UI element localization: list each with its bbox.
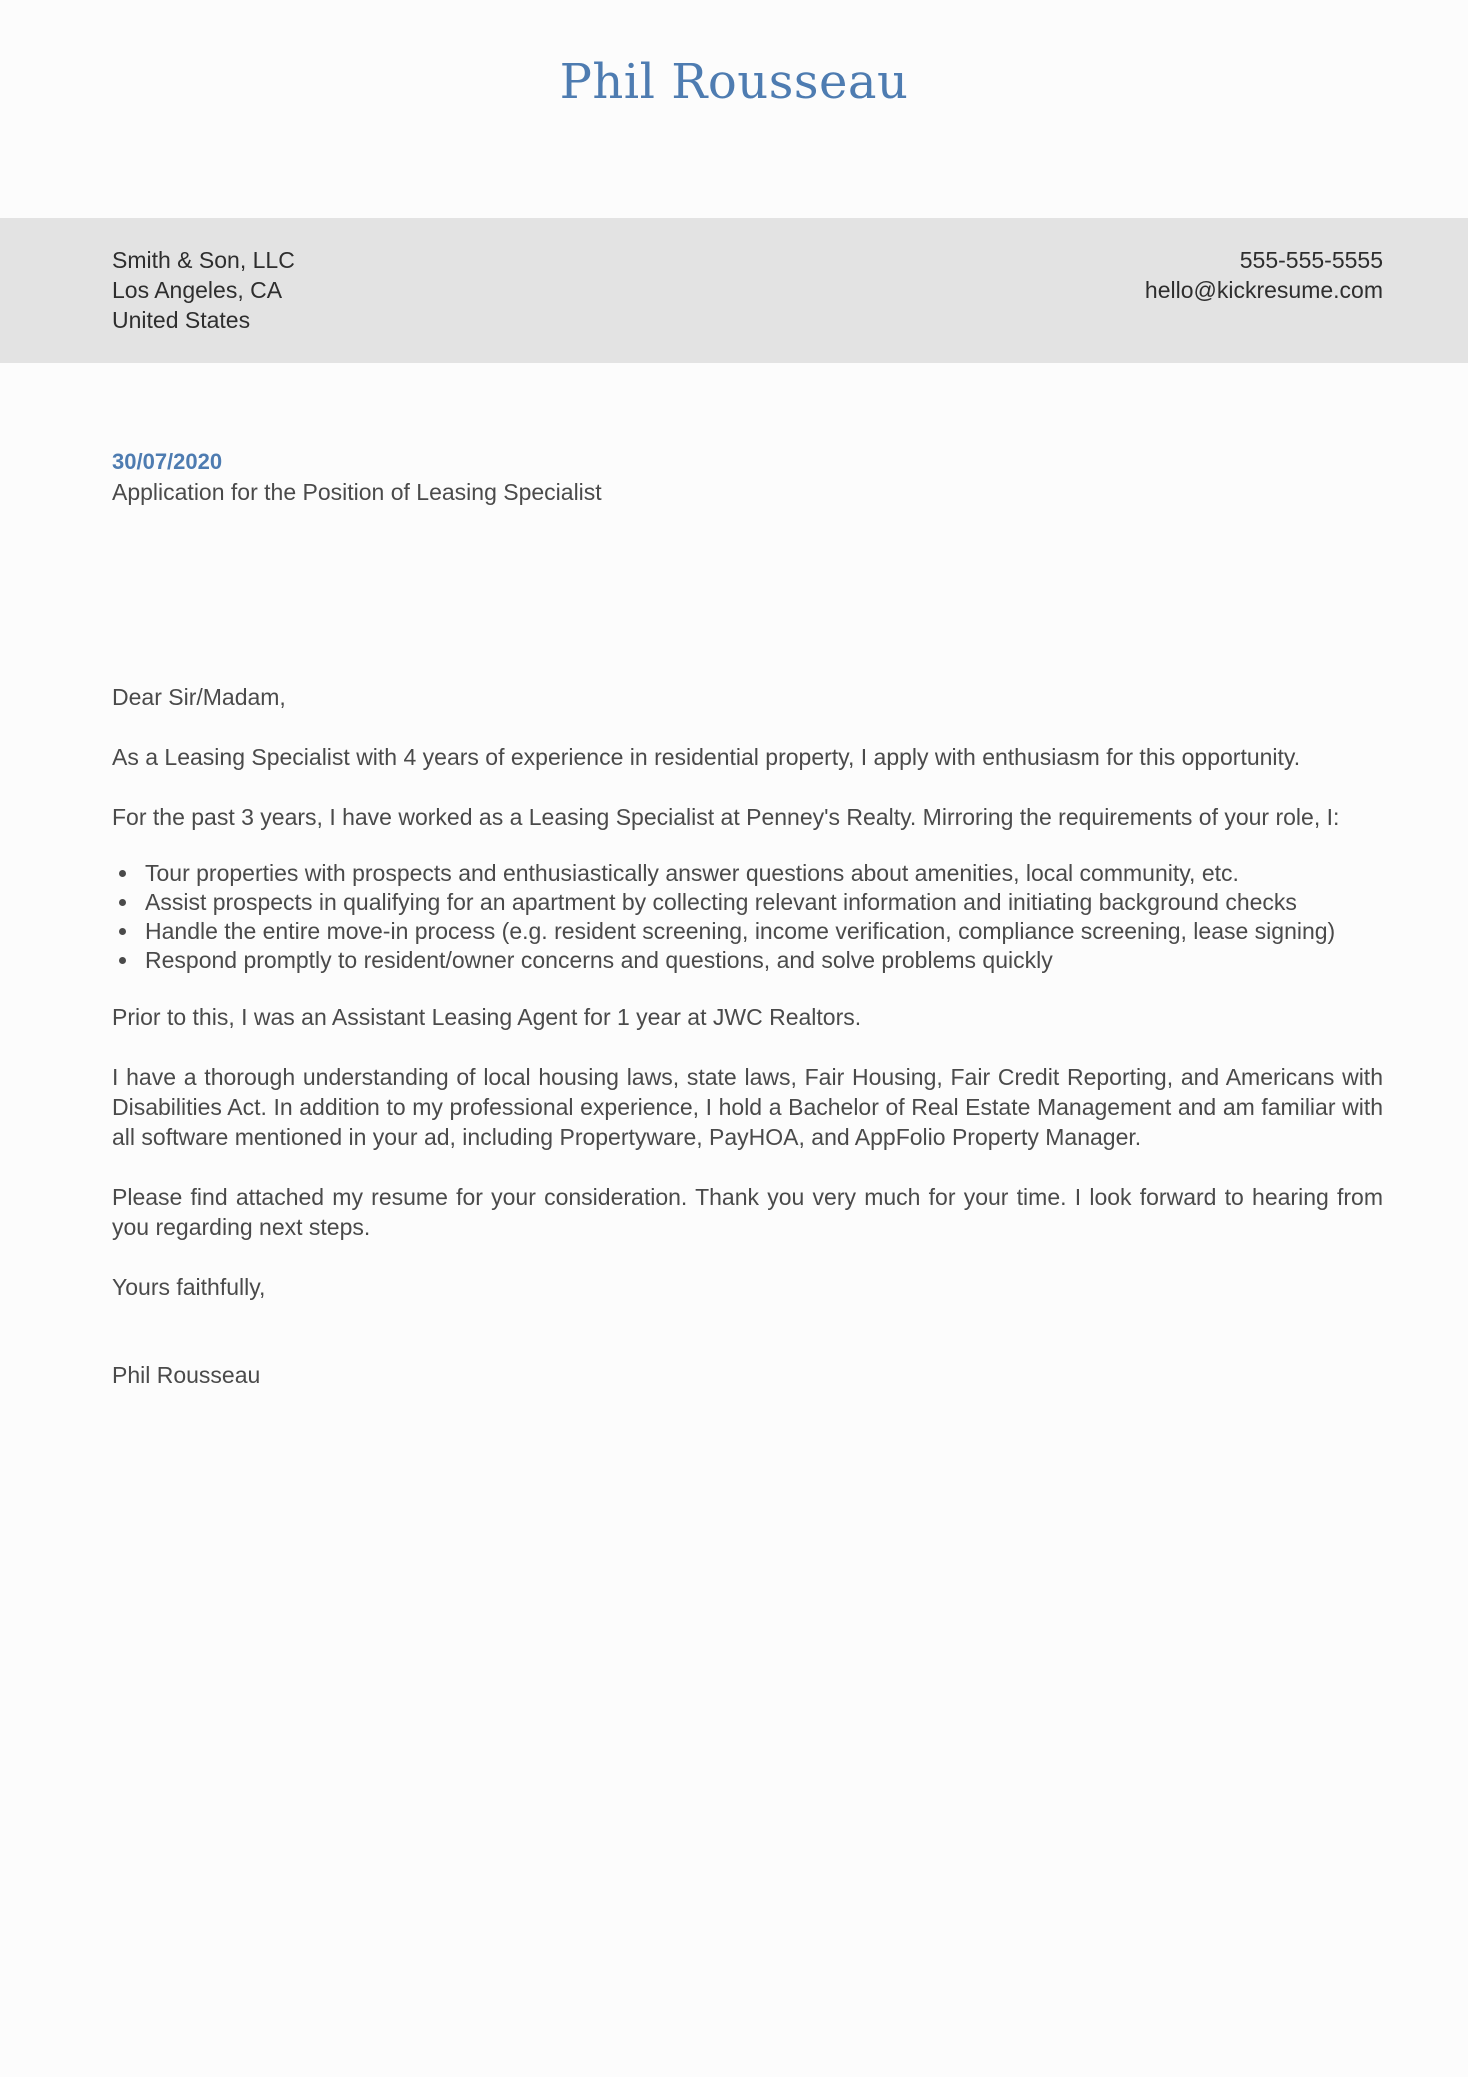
bullet-icon (119, 957, 126, 964)
sender-contact (1145, 245, 1383, 305)
list-item (117, 888, 1383, 917)
recipient-address (112, 245, 295, 335)
paragraph-thanks: Please find attached my resume for your consideration. Thank you very much for your time. I look forward to hearing from you regarding next steps. (112, 1184, 1383, 1240)
contact-band (0, 218, 1468, 363)
list-item-text: Assist prospects in qualifying for an apartment by collecting relevant information and initiating background checks (145, 889, 1297, 915)
list-item (117, 917, 1383, 946)
paragraph-skills: I have a thorough understanding of local housing laws, state laws, Fair Housing, Fair Credit Reporting, and Americans with Disabilities Act. In addition to my professional experience, I hold a Bachelor of Real Estate Management and am familiar with all software mentioned in your ad, including Propertyware, PayHOA, and AppFolio Property Manager. (112, 1064, 1383, 1150)
closing-line: Yours faithfully, (112, 1274, 266, 1300)
paragraph-prior: Prior to this, I was an Assistant Leasing Agent for 1 year at JWC Realtors. (112, 1004, 862, 1030)
letter-subject: Application for the Position of Leasing Specialist (112, 479, 602, 505)
salutation: Dear Sir/Madam, (112, 684, 286, 710)
recipient-city: Los Angeles, CA (112, 277, 283, 303)
letter-body (0, 447, 1468, 1390)
email-address: hello@kickresume.com (1144, 277, 1383, 303)
bullet-icon (119, 928, 126, 935)
page-title: Phil Rousseau (559, 54, 909, 110)
bullet-icon (119, 870, 126, 877)
list-item (117, 859, 1383, 888)
bullet-icon (119, 899, 126, 906)
list-item-text: Handle the entire move-in process (e.g. resident screening, income verification, compliance screening, lease signing) (145, 918, 1336, 944)
recipient-company: Smith & Son, LLC (112, 247, 295, 273)
letter-date: 30/07/2020 (112, 449, 223, 474)
duties-list (112, 859, 1383, 975)
signature-name: Phil Rousseau (112, 1362, 261, 1388)
paragraph-experience: For the past 3 years, I have worked as a Leasing Specialist at Penney's Realty. Mirroring the requirements of your role, I: (112, 804, 1340, 830)
recipient-country: United States (112, 307, 251, 333)
paragraph-intro: As a Leasing Specialist with 4 years of experience in residential property, I apply with enthusiasm for this opportunity. (112, 744, 1301, 770)
list-item (117, 946, 1383, 975)
phone-number: 555-555-5555 (1239, 247, 1383, 273)
list-item-text: Respond promptly to resident/owner concerns and questions, and solve problems quickly (145, 947, 1053, 973)
list-item-text: Tour properties with prospects and enthusiastically answer questions about amenities, local community, etc. (145, 860, 1239, 886)
